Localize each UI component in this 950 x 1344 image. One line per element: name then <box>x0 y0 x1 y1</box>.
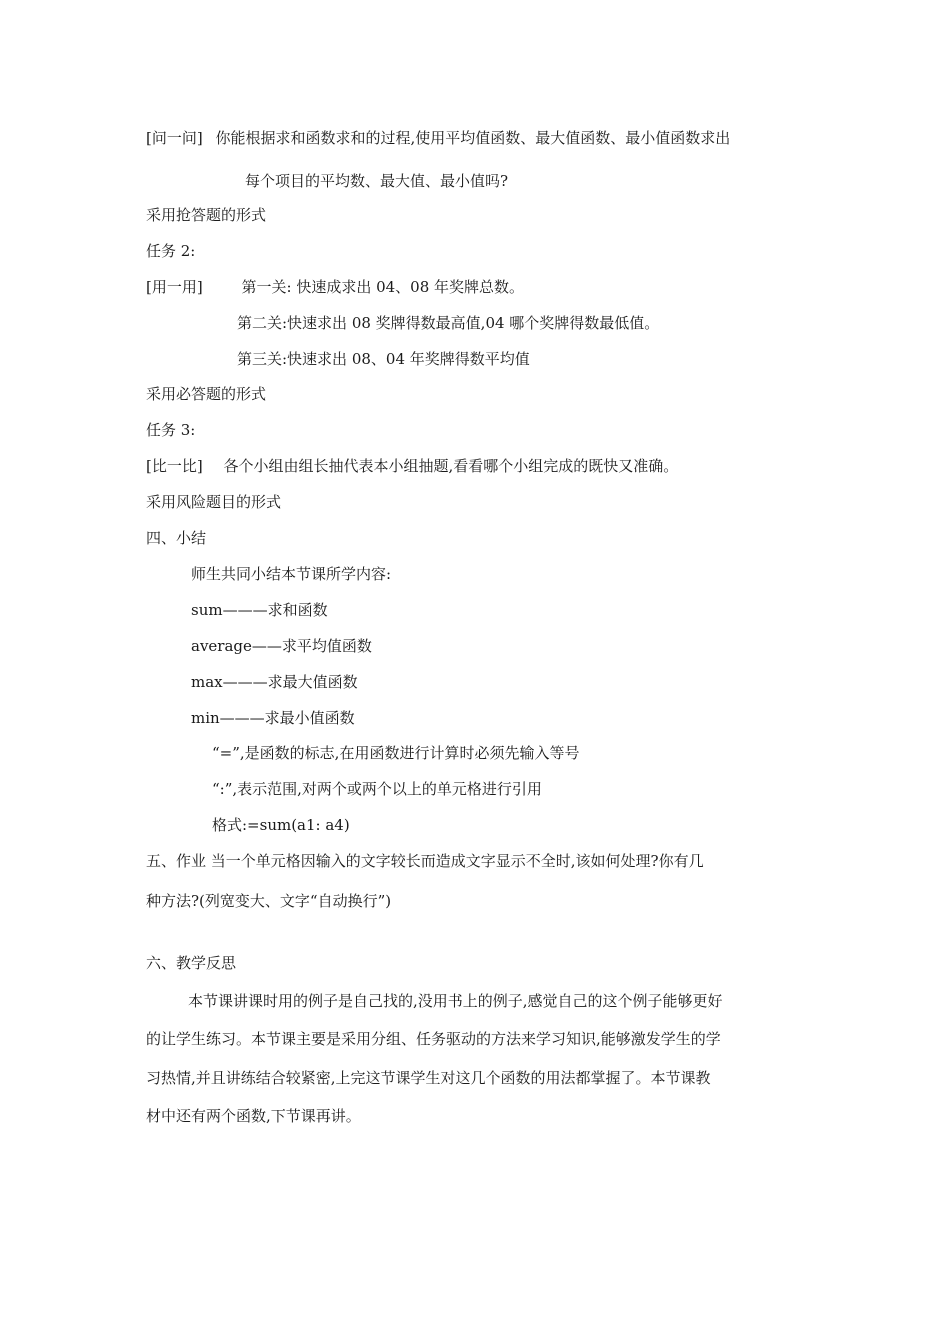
summary-item-sum: sum———求和函数 <box>191 601 328 619</box>
homework-line-2: 种方法?(列宽变大、文字“自动换行”) <box>146 892 392 910</box>
form-rush: 采用抢答题的形式 <box>146 206 267 224</box>
summary-item-max: max———求最大值函数 <box>191 673 358 691</box>
ask-text-2: 每个项目的平均数、最大值、最小值吗? <box>245 172 509 190</box>
use-line-1 <box>146 277 524 297</box>
summary-intro: 师生共同小结本节课所学内容: <box>191 565 392 583</box>
task-3-label: 任务 3: <box>146 421 196 439</box>
reflection-line-2: 的让学生练习。本节课主要是采用分组、任务驱动的方法来学习知识,能够激发学生的学 <box>146 1030 721 1048</box>
ask-text-1: 你能根据求和函数求和的过程,使用平均值函数、最大值函数、最小值函数求出 <box>215 129 731 147</box>
compare-tag: [比一比] <box>146 457 203 475</box>
task-2-label: 任务 2: <box>146 242 196 260</box>
reflection-line-4: 材中还有两个函数,下节课再讲。 <box>146 1107 361 1125</box>
use-level-3: 第三关:快速求出 08、04 年奖牌得数平均值 <box>237 350 530 368</box>
form-risk: 采用风险题目的形式 <box>146 493 282 511</box>
use-tag: [用一用] <box>146 278 203 296</box>
compare-text: 各个小组由组长抽代表本小组抽题,看看哪个小组完成的既快又准确。 <box>223 457 679 475</box>
ask-tag: [问一问] <box>146 129 203 147</box>
homework-line-1: 五、作业 当一个单元格因输入的文字较长而造成文字显示不全时,该如何处理?你有几 <box>146 852 704 870</box>
summary-format: 格式:=sum(a1: a4) <box>212 816 350 834</box>
reflection-line-1: 本节课讲课时用的例子是自己找的,没用书上的例子,感觉自己的这个例子能够更好 <box>188 992 723 1010</box>
form-required: 采用必答题的形式 <box>146 385 267 403</box>
summary-note-colon: “:”,表示范围,对两个或两个以上的单元格进行引用 <box>212 780 542 798</box>
summary-heading: 四、小结 <box>146 529 207 547</box>
reflection-heading: 六、教学反思 <box>146 954 237 972</box>
compare-line <box>146 456 678 476</box>
use-level-1: 第一关: 快速成求出 04、08 年奖牌总数。 <box>241 278 525 296</box>
summary-note-equals: “=”,是函数的标志,在用函数进行计算时必须先输入等号 <box>212 744 580 762</box>
summary-item-average: average——求平均值函数 <box>191 637 372 655</box>
reflection-line-3: 习热情,并且讲练结合较紧密,上完这节课学生对这几个函数的用法都掌握了。本节课教 <box>146 1069 711 1087</box>
summary-item-min: min———求最小值函数 <box>191 709 355 727</box>
use-level-2: 第二关:快速求出 08 奖牌得数最高值,04 哪个奖牌得数最低值。 <box>237 314 660 332</box>
ask-line-1 <box>146 128 730 148</box>
